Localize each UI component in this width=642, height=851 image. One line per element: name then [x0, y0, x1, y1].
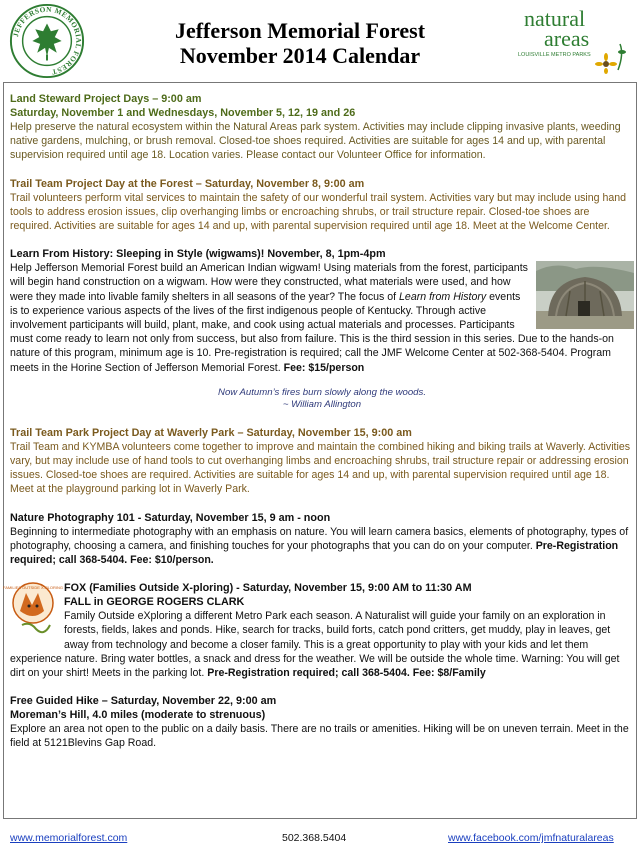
event-dates: Saturday, November 1 and Wednesdays, November 5, 12, 19 and 26 — [10, 107, 356, 119]
facebook-link[interactable]: www.facebook.com/jmfnaturalareas — [448, 832, 614, 844]
quote-author: ~ William Allington — [282, 399, 362, 411]
event-description: Trail volunteers perform vital services to maintain the safety of our wonderful trail system. Activities vary but may include using hand tools to address erosion issues, clip overhanging limbs or encroaching shrubs, or trail structure repair. Closed-toe shoes are required. Activities are suitable for ages 14 and up, with parental supervision required until age 18. Meet at the Welcome Center. — [10, 191, 627, 233]
event-description: Explore an area not open to the public on a daily basis. There are no trails or amenities. Hiking will be on uneven terrain. Meet in the field at 5121Blevins Gap Road. — [10, 723, 629, 750]
event-trail-team-waverly — [10, 426, 634, 497]
flower-icon — [595, 44, 626, 74]
event-registration: Pre-Registration required; call 368-5404. Fee: $8/Family — [207, 667, 486, 680]
event-fox — [2, 581, 634, 680]
event-fee: Fee: $15/person — [283, 361, 365, 374]
event-description: Help preserve the natural ecosystem within the Natural Areas park system. Activities may include clipping invasive plants, weeding native gardens, mulching, or brush removal. Closed-toe shoes required. Activities are suitable for ages 14 and up, with parental supervision required until age 18. Location varies. Please contact our Volunteer Office for information. — [10, 121, 621, 162]
svg-text:areas: areas — [544, 26, 590, 51]
event-nature-photography — [10, 511, 634, 568]
svg-text:LOUISVILLE METRO PARKS: LOUISVILLE METRO PARKS — [518, 52, 591, 58]
quote-text: Now Autumn’s fires burn slowly along the woods. — [218, 386, 426, 398]
autumn-quote — [10, 387, 634, 412]
event-location: FALL in GEORGE ROGERS CLARK — [64, 596, 245, 609]
event-title: Land Steward Project Days – 9:00 am — [10, 93, 202, 105]
event-description: Beginning to intermediate photography with an emphasis on nature. You will learn camera basics, elements of photography, types of photography, choosing a camera, and finishing touches for your photographs that you can do on your computer. Pre-Registration required; call 368-5404. Fee: $10/person. — [10, 525, 629, 567]
event-location: Moreman’s Hill, 4.0 miles (moderate to strenuous) — [10, 709, 266, 722]
page-header — [0, 0, 642, 80]
event-title: FOX (Families Outside X-ploring) - Saturday, November 15, 9:00 AM to 11:30 AM — [64, 582, 472, 595]
event-description: Trail Team and KYMBA volunteers come together to improve and maintain the combined hiking and biking trails at Waverly. Activities vary, but may include use of hand tools to cut overhanging limbs and encroaching shrubs, trail structure repair or addressing erosion issues. Closed-toe shoes are required. Activities are suitable for ages 14 and up, with parental supervision required until age 18. Meet at the playground parking lot in Waverly Park. — [10, 440, 631, 496]
phone-number: 502.368.5404 — [282, 832, 347, 844]
event-title: Nature Photography 101 - Saturday, November 15, 9 am - noon — [10, 511, 331, 524]
wigwam-photo — [536, 261, 634, 329]
event-description: Family Outside eXploring a different Metro Park each season. A Naturalist will guide your family on an exploration in forests, fields, lakes and ponds. Hike, search for tracks, build forts, catch pond critters, get muddy, play in leaves, get away from technology and become a closer family. This is a great opportunity to play with your kids and let them experience nature. Bring water bottles, a snack and dress for the weather. We will be outside the whole time. Warning: You will get dirt on your shirt! Meets in the parking lot. Pre-Registration required; call 368-5404. Fee: $8/Family — [10, 610, 620, 680]
svg-text:natural: natural — [524, 6, 586, 31]
event-title: Trail Team Project Day at the Forest – Saturday, November 8, 9:00 am — [10, 177, 365, 190]
event-description: Help Jefferson Memorial Forest build an American Indian wigwam! Using materials from the forest, participants will begin hand construction on a wigwam. How were they constructed, what materials were used, and how were they made into livable family shelters in all seasons of the year? The focus of Learn from History events is to experience various aspects of the lives of the first indigenous people of Kentucky. Through active involvement participants will build, plant, make, and cook using actual materials and processes. Participants must come ready to learn not only from success, but also from failure. This is the third session in this series. Due to the hands-on nature of this program, minimum age is 10. Pre-registration is required; call the JMF Welcome Center at 502-368-5404. Program meets in the Horine Section of Jefferson Memorial Forest. Fee: $15/person — [10, 262, 614, 374]
title-line-2: November 2014 Calendar — [179, 43, 421, 68]
event-title: Learn From History: Sleeping in Style (wigwams)! November, 8, 1pm-4pm — [10, 248, 386, 261]
fox-logo — [2, 581, 64, 639]
event-title: Free Guided Hike – Saturday, November 22, 9:00 am — [10, 695, 277, 708]
page-title — [95, 18, 505, 68]
title-line-1: Jefferson Memorial Forest — [174, 18, 426, 43]
event-registration: Pre-Registration required; call 368-5404. Fee: $10/person. — [10, 539, 619, 567]
website-link[interactable]: www.memorialforest.com — [10, 832, 128, 844]
event-guided-hike — [10, 694, 634, 750]
event-title: Trail Team Park Project Day at Waverly Park – Saturday, November 15, 9:00 am — [10, 426, 412, 439]
event-trail-team-forest — [10, 177, 634, 234]
natural-areas-logo — [510, 4, 632, 74]
svg-text:FAMILIES OUTSIDE X-PLORING: FAMILIES OUTSIDE X-PLORING — [2, 585, 64, 591]
event-list — [2, 92, 634, 765]
event-learn-from-history — [10, 247, 634, 375]
jefferson-memorial-forest-logo — [8, 2, 86, 80]
page-footer — [0, 824, 642, 844]
event-land-steward — [10, 92, 634, 163]
svg-text:JEFFERSON MEMORIAL FOREST: JEFFERSON MEMORIAL FOREST — [11, 4, 84, 77]
